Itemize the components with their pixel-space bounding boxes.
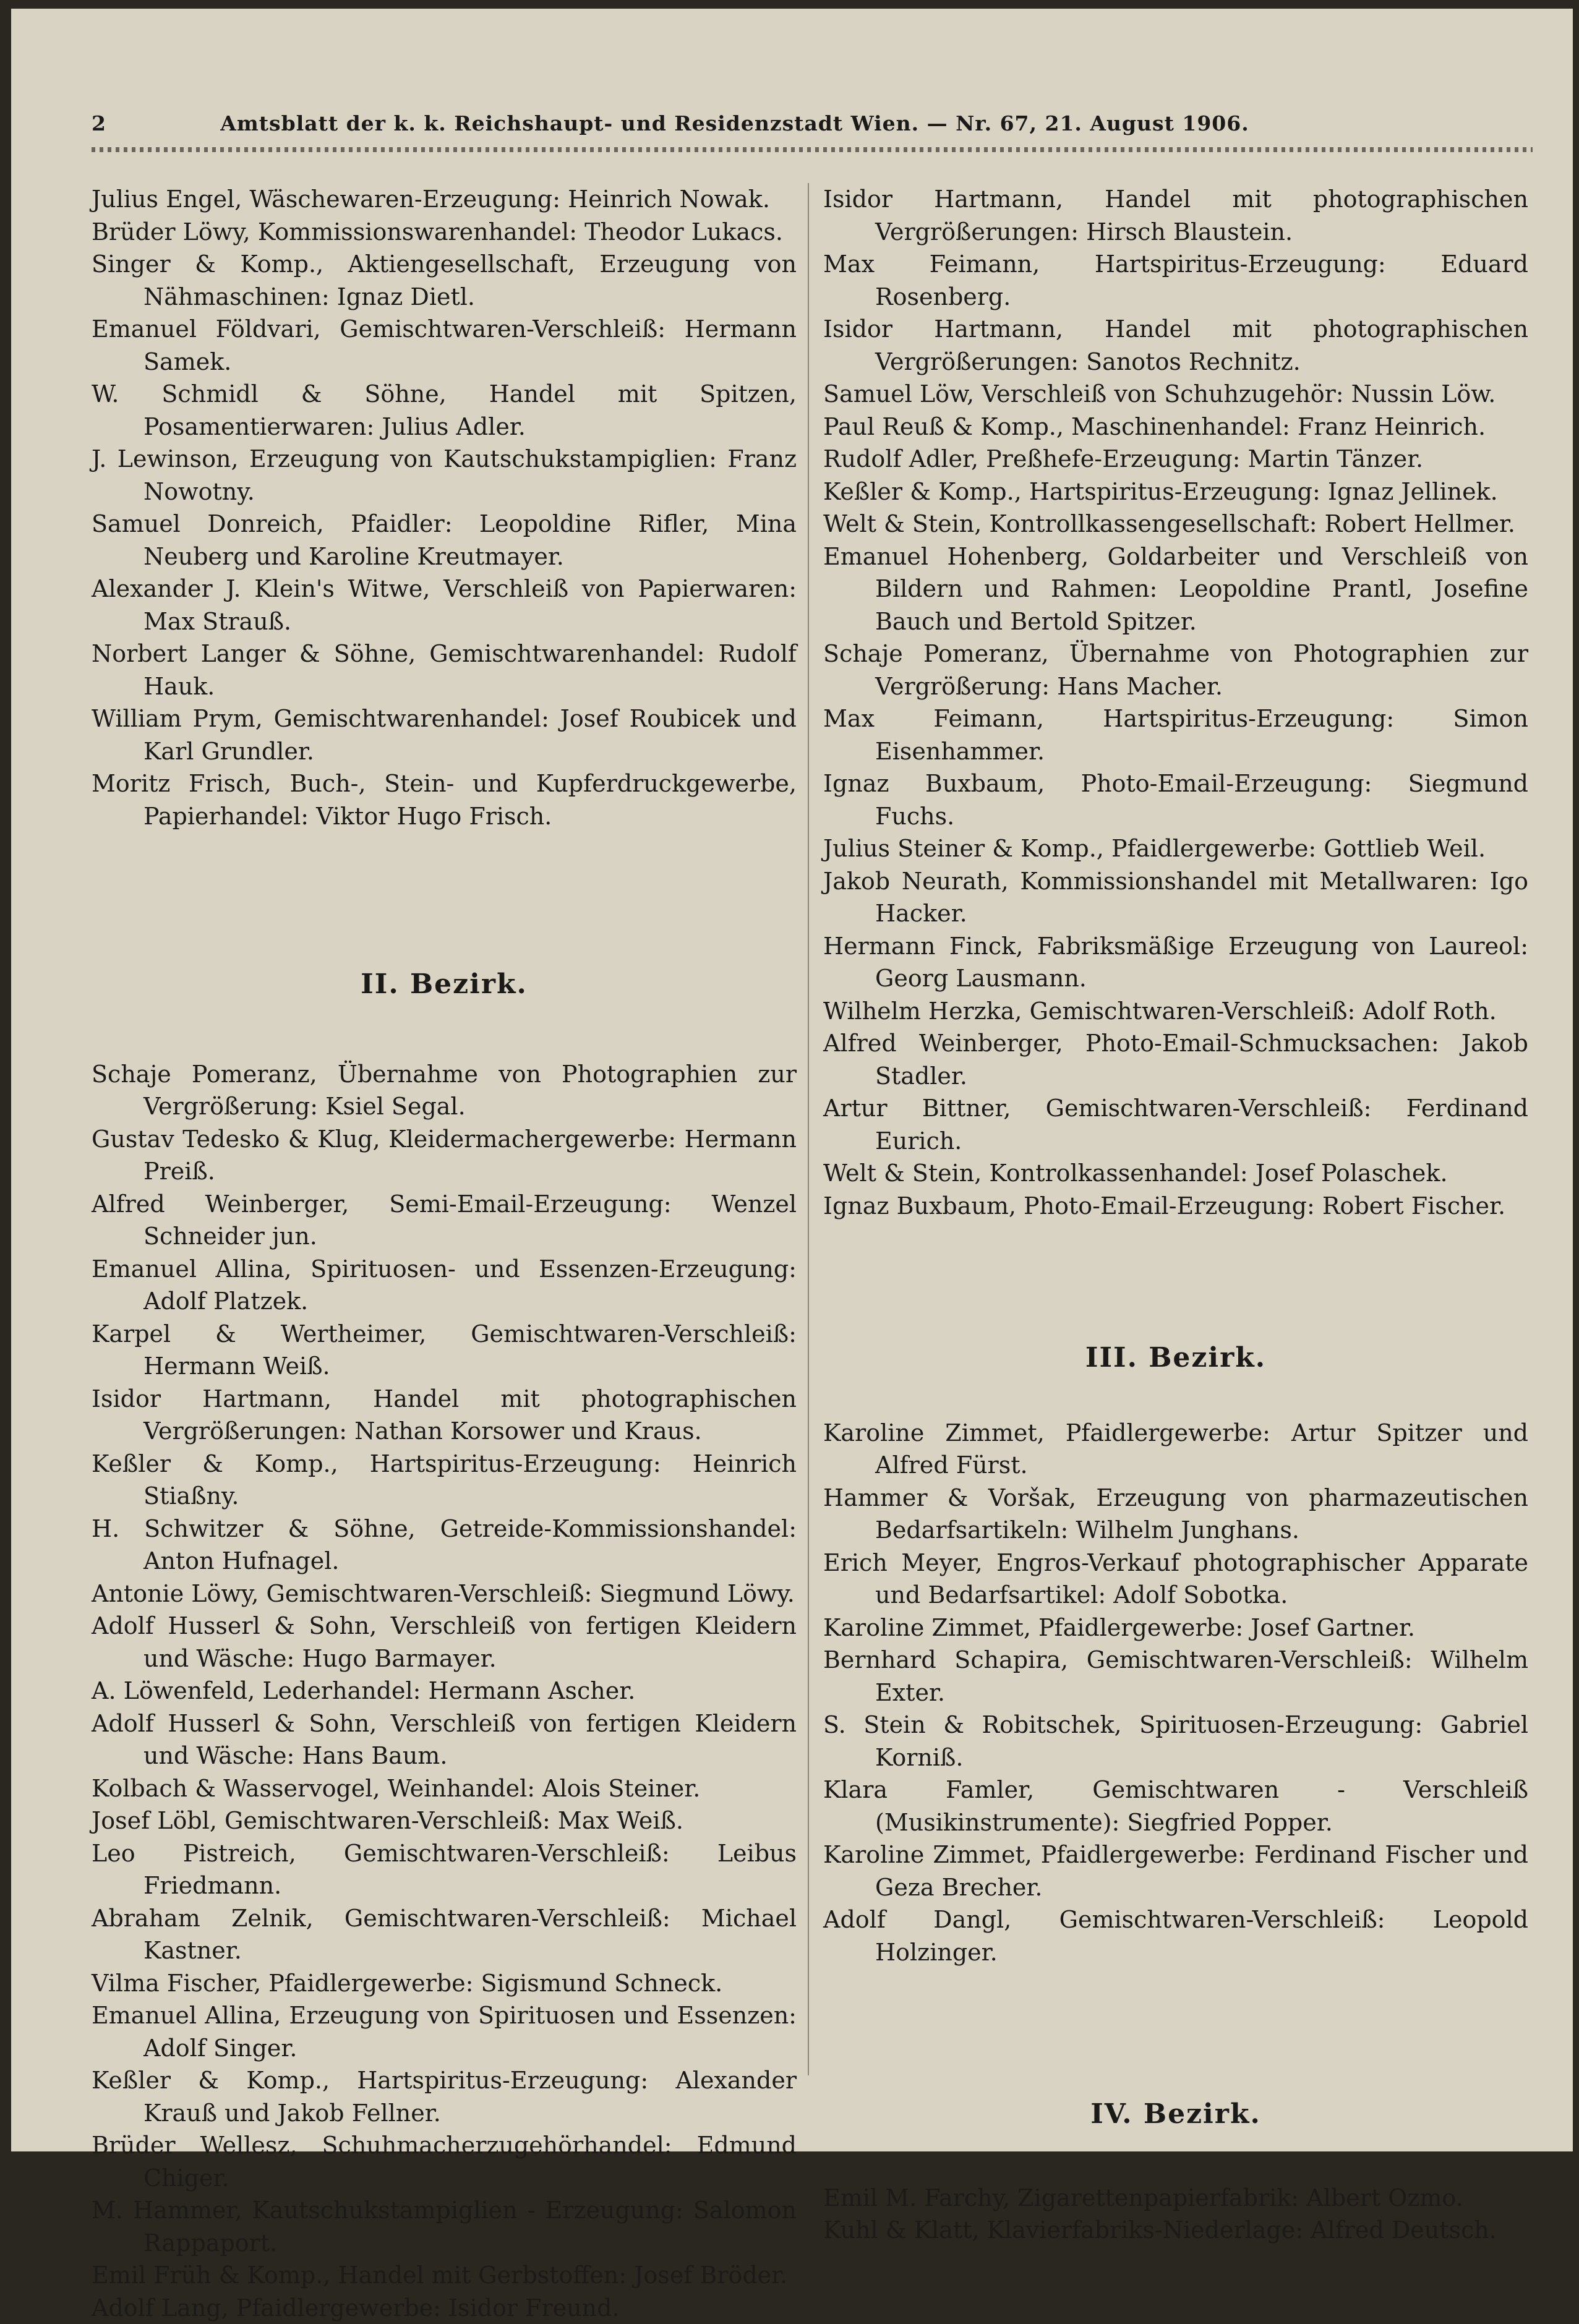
page-number: 2 — [92, 111, 141, 135]
list-item: Kuhl & Klatt, Klavierfabriks-Niederlage: Alfred Deutsch. — [823, 2214, 1528, 2247]
column-divider — [808, 183, 809, 2075]
list-item: Antonie Löwy, Gemischtwaren-Verschleiß: Siegmund Löwy. — [92, 1578, 797, 1610]
list-item: Brüder Löwy, Kommissionswarenhandel: Theodor Lukacs. — [92, 216, 797, 249]
list-item: Adolf Husserl & Sohn, Verschleiß von fertigen Kleidern und Wäsche: Hans Baum. — [92, 1707, 797, 1772]
list-item: Samuel Donreich, Pfaidler: Leopoldine Rifler, Mina Neuberg und Karoline Kreutmayer. — [92, 508, 797, 573]
list-item: Adolf Dangl, Gemischtwaren-Verschleiß: Leopold Holzinger. — [823, 1903, 1528, 1968]
list-item: Isidor Hartmann, Handel mit photographischen Vergrößerungen: Nathan Korsower und Kraus. — [92, 1383, 797, 1448]
list-item: Isidor Hartmann, Handel mit photographischen Vergrößerungen: Hirsch Blaustein. — [823, 183, 1528, 248]
entry-list-bezirk-4 — [823, 2182, 1528, 2247]
list-item: Norbert Langer & Söhne, Gemischtwarenhandel: Rudolf Hauk. — [92, 638, 797, 703]
left-column — [92, 183, 797, 2324]
list-item: Abraham Zelnik, Gemischtwaren-Verschleiß: Michael Kastner. — [92, 1902, 797, 1967]
list-item: Kolbach & Wasservogel, Weinhandel: Alois Steiner. — [92, 1772, 797, 1805]
list-item: Jakob Neurath, Kommissionshandel mit Metallwaren: Igo Hacker. — [823, 865, 1528, 930]
list-item: Max Feimann, Hartspiritus-Erzeugung: Eduard Rosenberg. — [823, 248, 1528, 313]
list-item: Singer & Komp., Aktiengesellschaft, Erzeugung von Nähmaschinen: Ignaz Dietl. — [92, 248, 797, 313]
section-heading-bezirk-3: III. Bezirk. — [823, 1342, 1528, 1375]
list-item: Bernhard Schapira, Gemischtwaren-Verschleiß: Wilhelm Exter. — [823, 1644, 1528, 1709]
list-item: Keßler & Komp., Hartspiritus-Erzeugung: Alexander Krauß und Jakob Fellner. — [92, 2064, 797, 2129]
list-item: Hermann Finck, Fabriksmäßige Erzeugung von Laureol: Georg Lausmann. — [823, 930, 1528, 995]
list-item: Wilhelm Herzka, Gemischtwaren-Verschleiß: Adolf Roth. — [823, 995, 1528, 1028]
list-item: Karpel & Wertheimer, Gemischtwaren-Verschleiß: Hermann Weiß. — [92, 1318, 797, 1383]
list-item: Isidor Hartmann, Handel mit photographischen Vergrößerungen: Sanotos Rechnitz. — [823, 313, 1528, 378]
list-item: A. Löwenfeld, Lederhandel: Hermann Ascher. — [92, 1675, 797, 1707]
right-column — [823, 183, 1528, 2247]
list-item: Welt & Stein, Kontrolkassenhandel: Josef Polaschek. — [823, 1157, 1528, 1190]
entry-list-bezirk-3 — [823, 1417, 1528, 1969]
list-item: Josef Löbl, Gemischtwaren-Verschleiß: Max Weiß. — [92, 1805, 797, 1837]
list-item: Rudolf Adler, Preßhefe-Erzeugung: Martin Tänzer. — [823, 443, 1528, 476]
header-divider — [92, 147, 1533, 152]
list-item: Ignaz Buxbaum, Photo-Email-Erzeugung: Siegmund Fuchs. — [823, 767, 1528, 832]
page-title: Amtsblatt der k. k. Reichshaupt- und Residenzstadt Wien. — Nr. 67, 21. August 1906. — [141, 111, 1329, 135]
list-item: Adolf Lang, Pfaidlergewerbe: Isidor Freund. — [92, 2292, 797, 2324]
document-page — [11, 9, 1573, 2151]
list-item: Klara Famler, Gemischtwaren - Verschleiß (Musikinstrumente): Siegfried Popper. — [823, 1774, 1528, 1839]
list-item: Alexander J. Klein's Witwe, Verschleiß von Papierwaren: Max Strauß. — [92, 573, 797, 638]
list-item: W. Schmidl & Söhne, Handel mit Spitzen, Posamentierwaren: Julius Adler. — [92, 378, 797, 443]
list-item: S. Stein & Robitschek, Spirituosen-Erzeugung: Gabriel Korniß. — [823, 1709, 1528, 1774]
list-item: H. Schwitzer & Söhne, Getreide-Kommissionshandel: Anton Hufnagel. — [92, 1513, 797, 1578]
section-heading-bezirk-4: IV. Bezirk. — [823, 2098, 1528, 2131]
entry-list-top-left — [92, 183, 797, 832]
list-item: Gustav Tedesko & Klug, Kleidermachergewerbe: Hermann Preiß. — [92, 1123, 797, 1188]
list-item: Leo Pistreich, Gemischtwaren-Verschleiß: Leibus Friedmann. — [92, 1837, 797, 1902]
list-item: Welt & Stein, Kontrollkassengesellschaft: Robert Hellmer. — [823, 508, 1528, 540]
list-item: Hammer & Voršak, Erzeugung von pharmazeutischen Bedarfsartikeln: Wilhelm Junghans. — [823, 1482, 1528, 1547]
page-header — [92, 111, 1329, 135]
list-item: Emil M. Farchy, Zigarettenpapierfabrik: Albert Ozmo. — [823, 2182, 1528, 2215]
list-item: Alfred Weinberger, Photo-Email-Schmucksachen: Jakob Stadler. — [823, 1027, 1528, 1092]
list-item: Adolf Husserl & Sohn, Verschleiß von fertigen Kleidern und Wäsche: Hugo Barmayer. — [92, 1610, 797, 1675]
list-item: Keßler & Komp., Hartspiritus-Erzeugung: Heinrich Stiaßny. — [92, 1448, 797, 1513]
entry-list-top-right — [823, 183, 1528, 1222]
list-item: Schaje Pomeranz, Übernahme von Photographien zur Vergrößerung: Hans Macher. — [823, 638, 1528, 703]
list-item: Schaje Pomeranz, Übernahme von Photographien zur Vergrößerung: Ksiel Segal. — [92, 1058, 797, 1123]
list-item: Moritz Frisch, Buch-, Stein- und Kupferdruckgewerbe, Papierhandel: Viktor Hugo Frisch. — [92, 767, 797, 832]
list-item: Max Feimann, Hartspiritus-Erzeugung: Simon Eisenhammer. — [823, 703, 1528, 767]
list-item: Karoline Zimmet, Pfaidlergewerbe: Ferdinand Fischer und Geza Brecher. — [823, 1839, 1528, 1903]
entry-list-bezirk-2 — [92, 1058, 797, 2324]
list-item: Emil Früh & Komp., Handel mit Gerbstoffen: Josef Bröder. — [92, 2259, 797, 2292]
list-item: Emanuel Hohenberg, Goldarbeiter und Verschleiß von Bildern und Rahmen: Leopoldine Prantl, Josefine Bauch und Bertold Spitzer. — [823, 540, 1528, 638]
list-item: Samuel Löw, Verschleiß von Schuhzugehör: Nussin Löw. — [823, 378, 1528, 411]
section-heading-bezirk-2: II. Bezirk. — [92, 968, 797, 1001]
list-item: Karoline Zimmet, Pfaidlergewerbe: Artur Spitzer und Alfred Fürst. — [823, 1417, 1528, 1482]
list-item: Vilma Fischer, Pfaidlergewerbe: Sigismund Schneck. — [92, 1967, 797, 2000]
list-item: Emanuel Allina, Spirituosen- und Essenzen-Erzeugung: Adolf Platzek. — [92, 1253, 797, 1318]
list-item: Brüder Wellesz, Schuhmacherzugehörhandel: Edmund Chiger. — [92, 2129, 797, 2194]
list-item: Julius Steiner & Komp., Pfaidlergewerbe: Gottlieb Weil. — [823, 832, 1528, 865]
list-item: Julius Engel, Wäschewaren-Erzeugung: Heinrich Nowak. — [92, 183, 797, 216]
list-item: Emanuel Allina, Erzeugung von Spirituosen und Essenzen: Adolf Singer. — [92, 1999, 797, 2064]
list-item: M. Hammer, Kautschukstampiglien - Erzeugung: Salomon Rappaport. — [92, 2194, 797, 2259]
list-item: Karoline Zimmet, Pfaidlergewerbe: Josef Gartner. — [823, 1612, 1528, 1644]
list-item: J. Lewinson, Erzeugung von Kautschukstampiglien: Franz Nowotny. — [92, 443, 797, 508]
list-item: Paul Reuß & Komp., Maschinenhandel: Franz Heinrich. — [823, 411, 1528, 443]
list-item: William Prym, Gemischtwarenhandel: Josef Roubicek und Karl Grundler. — [92, 703, 797, 767]
list-item: Artur Bittner, Gemischtwaren-Verschleiß: Ferdinand Eurich. — [823, 1092, 1528, 1157]
list-item: Ignaz Buxbaum, Photo-Email-Erzeugung: Robert Fischer. — [823, 1190, 1528, 1223]
list-item: Alfred Weinberger, Semi-Email-Erzeugung: Wenzel Schneider jun. — [92, 1188, 797, 1253]
list-item: Keßler & Komp., Hartspiritus-Erzeugung: Ignaz Jellinek. — [823, 476, 1528, 508]
list-item: Emanuel Földvari, Gemischtwaren-Verschleiß: Hermann Samek. — [92, 313, 797, 378]
list-item: Erich Meyer, Engros-Verkauf photographischer Apparate und Bedarfsartikel: Adolf Sobotka. — [823, 1547, 1528, 1612]
